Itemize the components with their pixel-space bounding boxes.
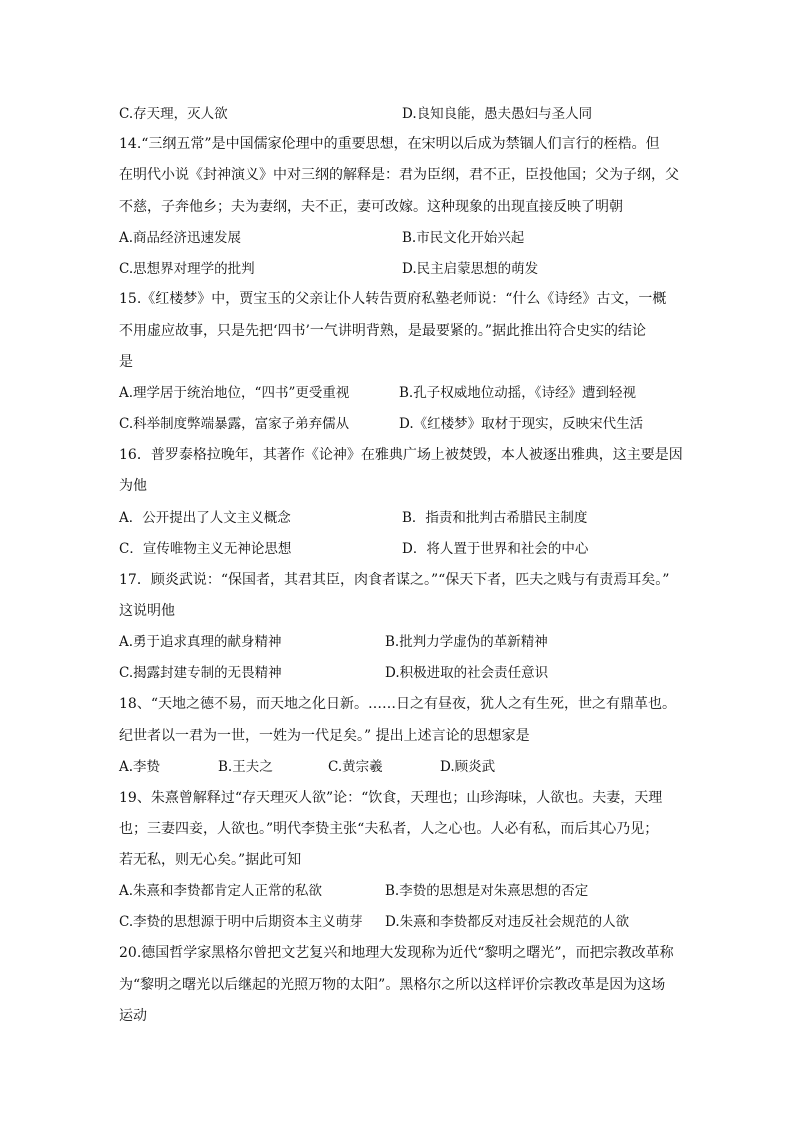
q18-stem-line-2: 纪世者以一君为一世，一姓为一代足矣。” 提出上述言论的思想家是	[119, 728, 530, 744]
q15-stem-line-3: 是	[119, 354, 133, 370]
q19-stem-line-1: 19、朱熹曾解释过“存天理灭人欲”论：“饮食，天理也；山珍海味，人欲也。夫妻，天理	[119, 790, 663, 806]
q17-stem-line-1: 17．顾炎武说：“保国者，其君其臣，肉食者谋之。”“保天下者，匹夫之贱与有责焉耳矣。”	[119, 572, 670, 588]
q18-option-d: D.顾炎武	[440, 759, 496, 775]
q15-stem-line-1: 15.《红楼梦》中，贾宝玉的父亲让仆人转告贾府私塾老师说：“什么《诗经》古文，一概	[119, 291, 667, 307]
q14-option-b: B.市民文化开始兴起	[402, 230, 525, 246]
q14-stem-line-1: 14.“三纲五常”是中国儒家伦理中的重要思想，在宋明以后成为禁锢人们言行的桎梏。但	[119, 136, 660, 152]
q16-option-c: C．宣传唯物主义无神论思想	[119, 541, 292, 557]
q15-option-b: B.孔子权威地位动摇，《诗经》遭到轻视	[399, 385, 636, 401]
q14-option-c: C.思想界对理学的批判	[119, 261, 255, 277]
q15-option-c: C.科举制度弊端暴露，富家子弟弃儒从	[119, 416, 350, 432]
q13-option-c: C.存天理，灭人欲	[119, 106, 228, 122]
q19-option-a: A.朱熹和李贽都肯定人正常的私欲	[119, 883, 323, 899]
q15-stem-line-2: 不用虚应故事，只是先把‘四书’一气讲明背熟，是最要紧的。”据此推出符合史实的结论	[119, 323, 647, 339]
q17-option-a: A.勇于追求真理的献身精神	[119, 634, 282, 650]
q18-option-b: B.王夫之	[218, 759, 273, 775]
q20-stem-line-3: 运动	[119, 1008, 147, 1024]
q16-stem-line-1: 16．普罗泰格拉晚年，其著作《论神》在雅典广场上被焚毁，本人被逐出雅典，这主要是因	[119, 447, 683, 463]
q15-option-d: D.《红楼梦》取材于现实，反映宋代生活	[399, 416, 644, 432]
q14-option-d: D.民主启蒙思想的萌发	[402, 261, 539, 277]
q20-stem-line-2: 为“黎明之曙光以后继起的光照万物的太阳”。黑格尔之所以这样评价宗教改革是因为这场	[119, 977, 666, 993]
q16-stem-line-2: 为他	[119, 478, 147, 494]
q16-option-b: B．指责和批判古希腊民主制度	[402, 510, 588, 526]
q18-stem-line-1: 18、“天地之德不易，而天地之化日新。……日之有昼夜，犹人之有生死，世之有鼎革也。	[119, 696, 676, 712]
q19-option-b: B.李贽的思想是对朱熹思想的否定	[385, 883, 589, 899]
q17-option-c: C.揭露封建专制的无畏精神	[119, 665, 282, 681]
q18-option-c: C.黄宗羲	[328, 759, 383, 775]
q19-option-c: C.李贽的思想源于明中后期资本主义萌芽	[119, 914, 363, 930]
q20-stem-line-1: 20.德国哲学家黑格尔曾把文艺复兴和地理大发现称为近代“黎明之曙光”，而把宗教改革称	[119, 945, 674, 961]
q17-option-d: D.积极进取的社会责任意识	[385, 665, 549, 681]
q19-stem-line-2: 也；三妻四妾，人欲也。”明代李贽主张“夫私者，人之心也。人必有私，而后其心乃见；	[119, 821, 659, 837]
q14-option-a: A.商品经济迅速发展	[119, 230, 242, 246]
q16-option-a: A．公开提出了人文主义概念	[119, 510, 291, 526]
q14-stem-line-2: 在明代小说《封神演义》中对三纲的解释是：君为臣纲，君不正，臣投他国；父为子纲，父	[119, 167, 679, 183]
q16-option-d: D．将人置于世界和社会的中心	[402, 541, 589, 557]
q14-stem-line-3: 不慈，子奔他乡；夫为妻纲，夫不正，妻可改嫁。这种现象的出现直接反映了明朝	[119, 199, 623, 215]
q15-option-a: A.理学居于统治地位，“四书”更受重视	[119, 385, 350, 401]
q17-option-b: B.批判力学虚伪的革新精神	[385, 634, 548, 650]
q13-option-d: D.良知良能，愚夫愚妇与圣人同	[402, 106, 593, 122]
q19-stem-line-3: 若无私，则无心矣。”据此可知	[119, 852, 302, 868]
q19-option-d: D.朱熹和李贽都反对违反社会规范的人欲	[385, 914, 630, 930]
q18-option-a: A.李贽	[119, 759, 161, 775]
q17-stem-line-2: 这说明他	[119, 603, 175, 619]
